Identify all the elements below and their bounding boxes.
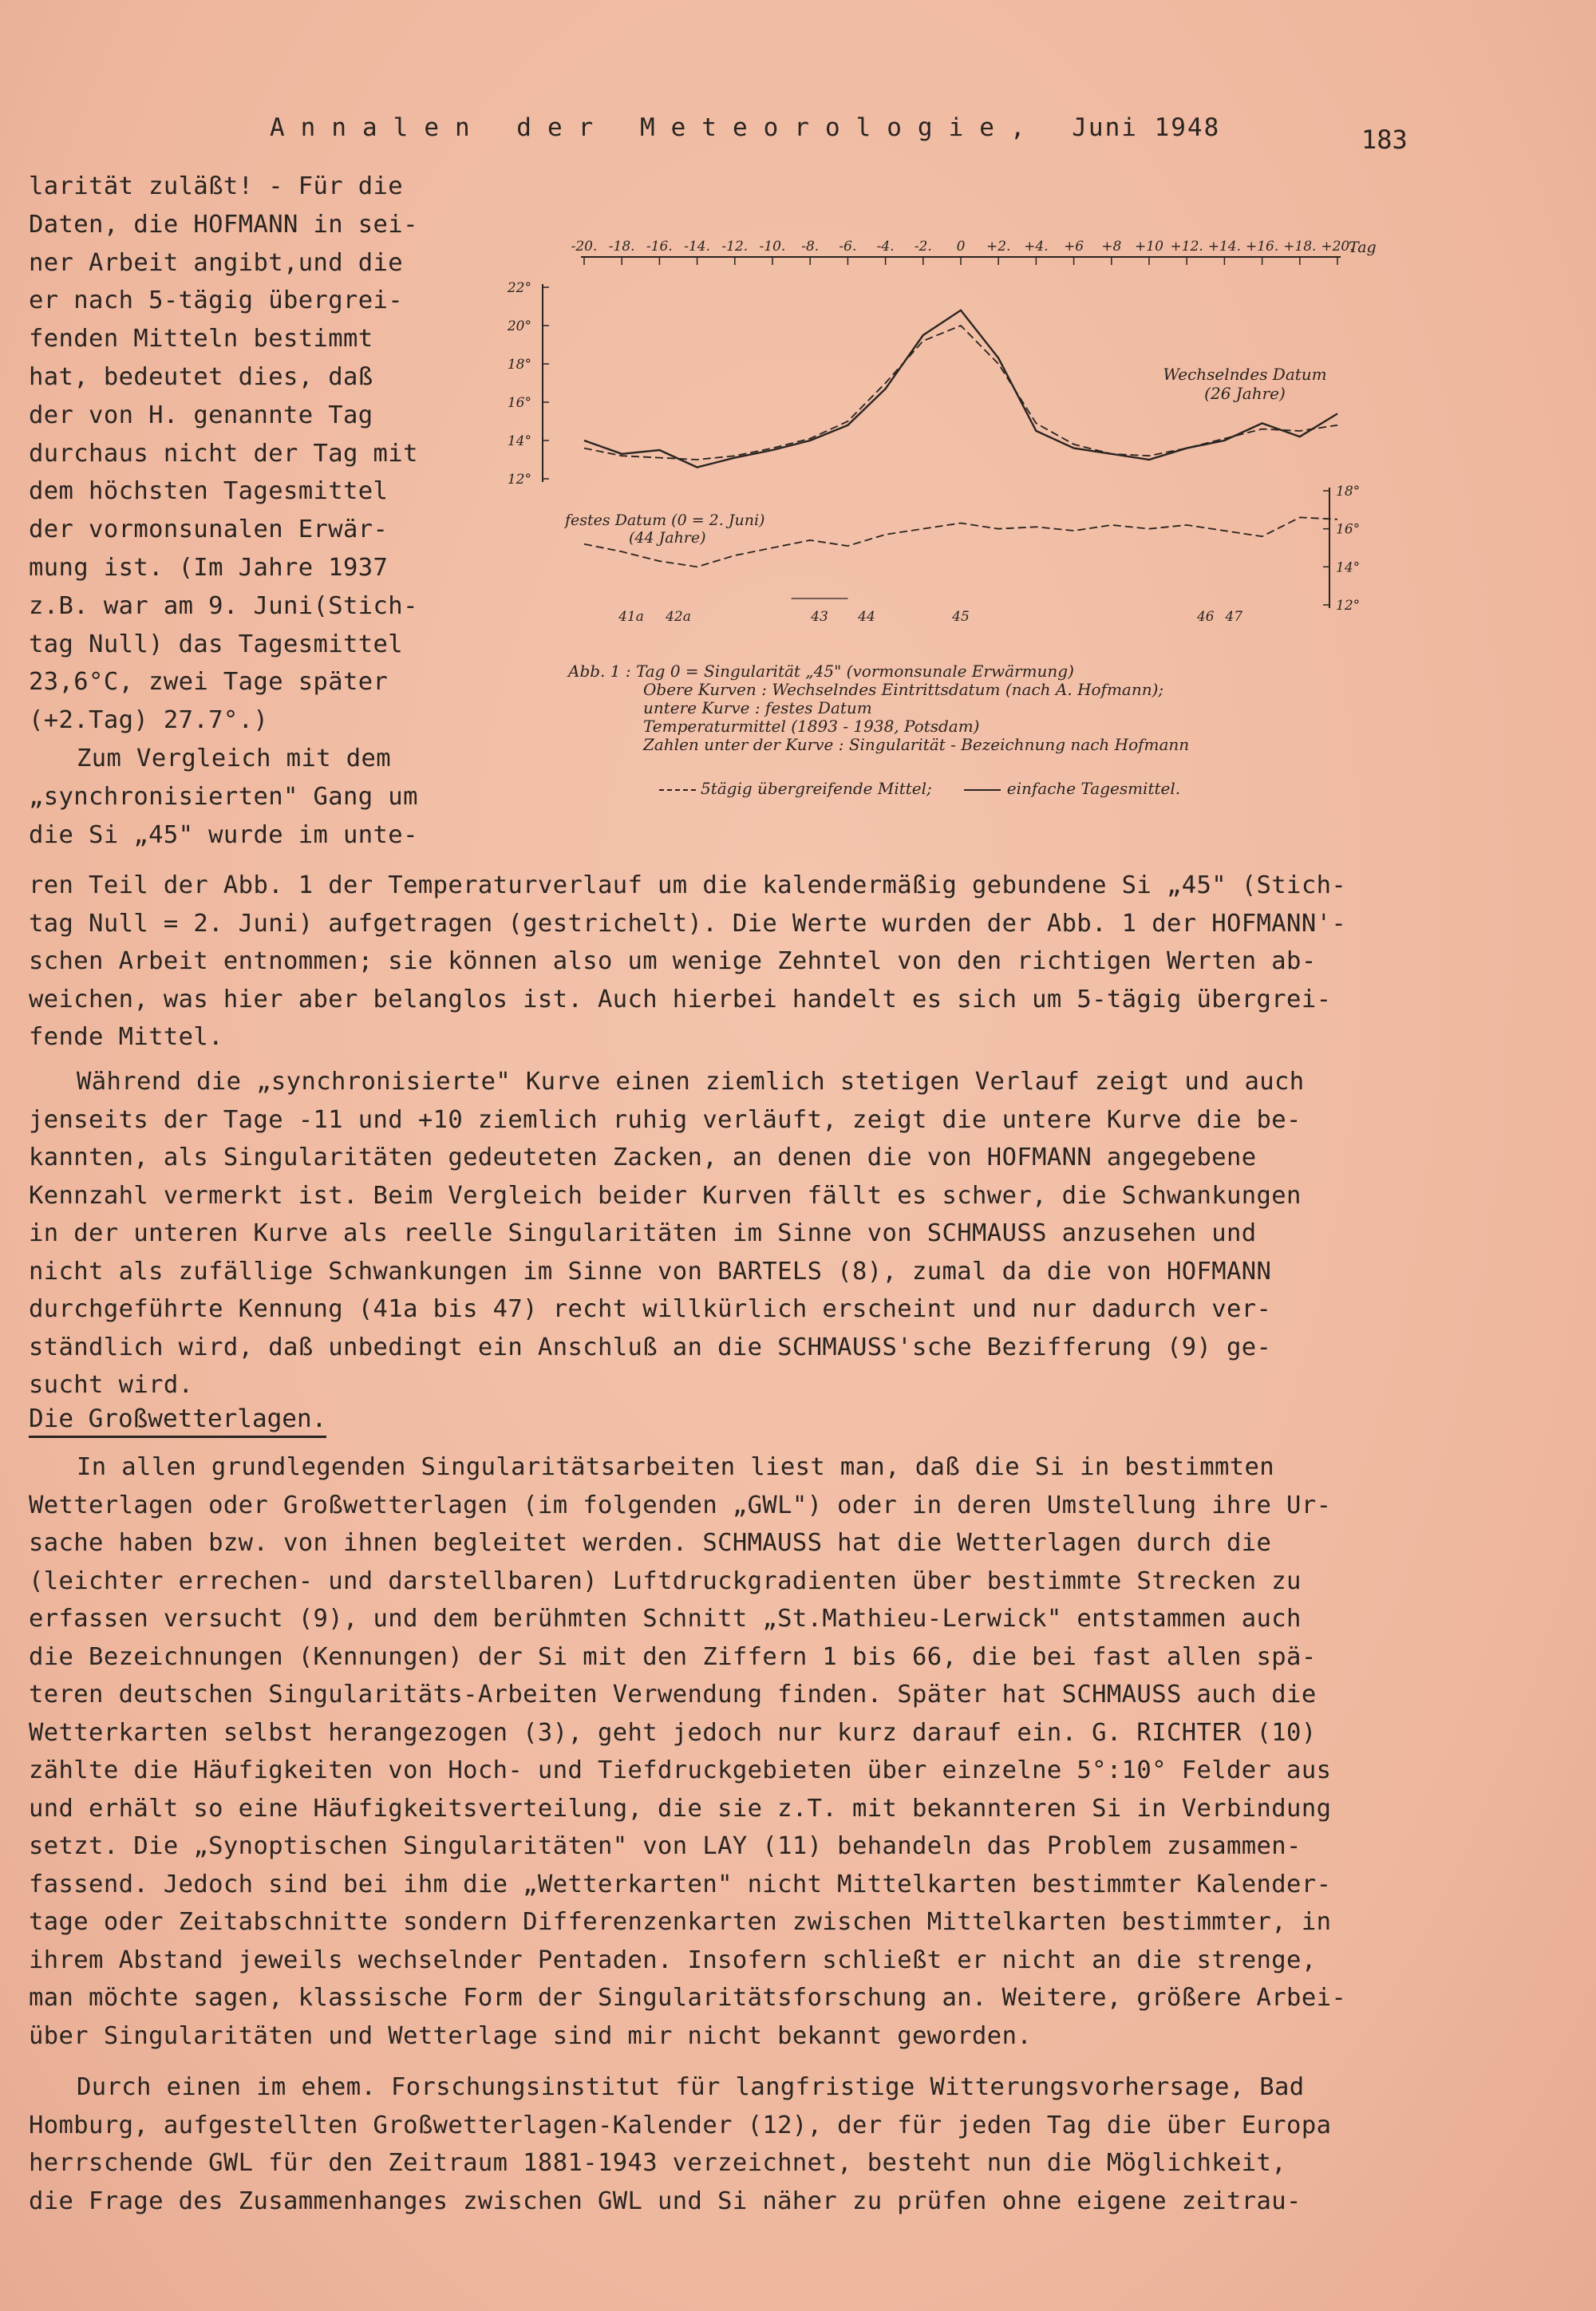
text-line: Wetterlagen oder Großwetterlagen (im folgenden „GWL") oder in deren Umstellung ihre Ur-	[29, 1491, 1332, 1519]
text-line: in der unteren Kurve als reelle Singularitäten im Sinne von SCHMAUSS anzusehen und	[29, 1219, 1257, 1247]
upper-y-tick-label: 18°	[507, 357, 531, 373]
text-line: mung ist. (Im Jahre 1937	[29, 554, 389, 582]
legend-solid-swatch	[964, 789, 1001, 791]
singularity-label: 42a	[666, 609, 691, 625]
text-line: zählte die Häufigkeiten von Hoch- und Tiefdruckgebieten über einzelne 5°:10° Felder aus	[29, 1756, 1332, 1784]
day-tick-label: -16.	[646, 239, 673, 255]
day-tick-label: -4.	[876, 239, 895, 255]
upper-y-tick-label: 14°	[507, 433, 531, 449]
text-line: fenden Mitteln bestimmt	[29, 325, 373, 354]
issue-date: Juni 1948	[1072, 113, 1221, 142]
day-tick-label: -20.	[571, 239, 598, 255]
legend-dashed-label: 5tägig übergreifende Mittel;	[701, 779, 932, 798]
text-line: die Bezeichnungen (Kennungen) der Si mit den Ziffern 1 bis 66, die bei fast allen spä-	[29, 1642, 1317, 1671]
singularity-label: 46	[1196, 609, 1215, 625]
running-header	[270, 113, 1220, 142]
text-line: kannten, als Singularitäten gedeuteten Zacken, an denen die von HOFMANN angegebene	[29, 1144, 1257, 1171]
lower-y-tick-label: 18°	[1336, 484, 1361, 500]
text-line: der vormonsunalen Erwär-	[29, 516, 389, 544]
day-tick-label: -6.	[839, 239, 857, 255]
day-tick-label: +10	[1135, 239, 1163, 255]
lower-y-tick-label: 12°	[1336, 598, 1361, 614]
text-line: durchgeführte Kennung (41a bis 47) recht willkürlich erscheint und nur dadurch ver-	[29, 1295, 1272, 1323]
singularity-label: 43	[811, 609, 828, 625]
text-line: jenseits der Tage -11 und +10 ziemlich ruhig verläuft, zeigt die untere Kurve die be-	[29, 1105, 1302, 1134]
day-tick-label: +20.	[1321, 239, 1354, 255]
text-line: tage oder Zeitabschnitte sondern Differenzenkarten zwischen Mittelkarten bestimmter, in	[29, 1908, 1332, 1936]
text-line: Wetterkarten selbst herangezogen (3), geht jedoch nur kurz darauf ein. G. RICHTER (10)	[29, 1718, 1317, 1747]
text-line: tag Null = 2. Juni) aufgetragen (gestrichelt). Die Werte wurden der Abb. 1 der HOFMANN'-	[29, 909, 1347, 938]
text-line: fende Mittel.	[29, 1023, 223, 1051]
text-line: (leichter errechen- und darstellbaren) Luftdruckgradienten über bestimmte Strecken zu	[29, 1566, 1302, 1595]
text-line: hat, bedeutet dies, daß	[29, 363, 373, 391]
day-tick-label: -18.	[608, 239, 635, 255]
day-tick-label: -2.	[914, 239, 932, 255]
day-tick-label: -8.	[801, 239, 820, 255]
section-heading: Die Großwetterlagen.	[29, 1404, 326, 1438]
text-line: sucht wird.	[29, 1371, 194, 1399]
text-line: durchaus nicht der Tag mit	[29, 439, 418, 468]
text-line: man möchte sagen, klassische Form der Singularitätsforschung an. Weitere, größere Arbei-	[29, 1984, 1347, 2012]
singularity-label: 41a	[618, 609, 644, 625]
legend-dashed-swatch	[659, 789, 696, 791]
legend-solid-label: einfache Tagesmittel.	[1006, 779, 1181, 798]
text-line: über Singularitäten und Wetterlage sind mir nicht bekannt geworden.	[29, 2021, 1033, 2050]
text-line: der von H. genannte Tag	[29, 401, 373, 429]
text-line: Daten, die HOFMANN in sei-	[29, 210, 418, 239]
singularity-label: 47	[1225, 609, 1243, 625]
text-line: erfassen versucht (9), und dem berühmten Schnitt „St.Mathieu-Lerwick" entstammen auch	[29, 1605, 1302, 1633]
page-number: 183	[1361, 124, 1408, 155]
figure-labels	[563, 365, 1327, 625]
day-tick-label: +2.	[986, 239, 1011, 255]
lower-y-tick-label: 14°	[1336, 559, 1361, 576]
text-line: sache haben bzw. von ihnen begleitet werden. SCHMAUSS hat die Wetterlagen durch die	[29, 1529, 1272, 1557]
text-line: In allen grundlegenden Singularitätsarbeiten liest man, daß die Si in bestimmten	[77, 1453, 1275, 1481]
caption-line: Obere Kurven : Wechselndes Eintrittsdatum (nach A. Hofmann);	[643, 680, 1164, 699]
day-tick-label: +16.	[1245, 239, 1279, 255]
text-line: „synchronisierten" Gang um	[29, 782, 418, 811]
text-line: Durch einen im ehem. Forschungsinstitut für langfristige Witterungsvorhersage, Bad	[77, 2073, 1305, 2101]
caption-line: Temperaturmittel (1893 - 1938, Potsdam)	[643, 717, 980, 736]
upper-y-tick-label: 20°	[507, 318, 531, 334]
text-line: ren Teil der Abb. 1 der Temperaturverlauf um die kalendermäßig gebundene Si „45" (Stich-	[29, 871, 1347, 899]
upper-y-tick-label: 22°	[507, 280, 531, 296]
day-tick-label: +6	[1064, 239, 1084, 255]
figure-legend	[659, 780, 1180, 798]
day-tick-label: +4.	[1024, 239, 1049, 255]
text-line: Während die „synchronisierte" Kurve einen ziemlich stetigen Verlauf zeigt und auch	[77, 1068, 1305, 1096]
text-line: z.B. war am 9. Juni(Stich-	[29, 591, 418, 620]
caption-line: Zahlen unter der Kurve : Singularität - Bezeichnung nach Hofmann	[643, 735, 1190, 754]
lower-curve-label: festes Datum (0 = 2. Juni)	[565, 512, 765, 529]
text-line: die Si „45" wurde im unte-	[29, 820, 418, 849]
singularity-label: 45	[952, 609, 970, 625]
text-line: setzt. Die „Synoptischen Singularitäten" von LAY (11) behandeln das Problem zusammen-	[29, 1832, 1302, 1860]
day-tick-label: +12.	[1170, 239, 1203, 255]
text-line: tag Null) das Tagesmittel	[29, 630, 404, 658]
text-line: fassend. Jedoch sind bei ihm die „Wetterkarten" nicht Mittelkarten bestimmter Kalender-	[29, 1870, 1332, 1898]
text-line: ihrem Abstand jeweils wechselnder Pentaden. Insofern schließt er nicht an die strenge,	[29, 1946, 1317, 1974]
text-line: teren deutschen Singularitäts-Arbeiten Verwendung finden. Später hat SCHMAUSS auch die	[29, 1681, 1317, 1709]
figure-axes	[507, 239, 1377, 614]
text-line: und erhält so eine Häufigkeitsverteilung, die sie z.T. mit bekannteren Si in Verbindung	[29, 1794, 1332, 1823]
text-line: larität zuläßt! - Für die	[29, 172, 404, 200]
day-tick-label: -12.	[721, 239, 749, 255]
text-line: 23,6°C, zwei Tage später	[29, 668, 389, 697]
text-line: ner Arbeit angibt,und die	[29, 248, 404, 277]
lower-curve-label: (44 Jahre)	[629, 529, 706, 547]
caption-line: Abb. 1 : Tag 0 = Singularität „45" (vormonsunale Erwärmung)	[568, 662, 1074, 681]
upper-y-tick-label: 12°	[507, 472, 531, 488]
text-line: die Frage des Zusammenhanges zwischen GWL und Si näher zu prüfen ohne eigene zeitrau-	[29, 2187, 1302, 2215]
upper-y-tick-label: 16°	[507, 395, 531, 411]
text-line: (+2.Tag) 27.7°.)	[29, 706, 269, 735]
day-tick-label: +8	[1101, 239, 1122, 255]
text-line: ständlich wird, daß unbedingt ein Anschluß an die SCHMAUSS'sche Bezifferung (9) ge-	[29, 1333, 1272, 1361]
text-line: schen Arbeit entnommen; sie können also um wenige Zehntel von den richtigen Werten ab-	[29, 947, 1317, 975]
day-tick-label: -10.	[759, 239, 786, 255]
singularity-label: 44	[858, 609, 875, 625]
text-line: Zum Vergleich mit dem	[77, 745, 392, 772]
text-line: Kennzahl vermerkt ist. Beim Vergleich beider Kurven fällt es schwer, die Schwankungen	[29, 1181, 1302, 1210]
text-line: weichen, was hier aber belanglos ist. Auch hierbei handelt es sich um 5-tägig übergrei-	[29, 985, 1332, 1013]
text-line: dem höchsten Tagesmittel	[29, 477, 389, 506]
day-tick-label: -14.	[684, 239, 710, 255]
lower-y-tick-label: 16°	[1336, 521, 1361, 538]
caption-line: untere Kurve : festes Datum	[643, 698, 872, 717]
day-tick-label: +18.	[1283, 239, 1317, 255]
text-line: herrschende GWL für den Zeitraum 1881-1943 verzeichnet, besteht nun die Möglichkeit,	[29, 2149, 1287, 2177]
text-line: Homburg, aufgestellten Großwetterlagen-Kalender (12), der für jeden Tag die über Europa	[29, 2111, 1332, 2139]
text-line: er nach 5-tägig übergrei-	[29, 286, 404, 315]
text-line: nicht als zufällige Schwankungen im Sinne von BARTELS (8), zumal da die von HOFMANN	[29, 1257, 1272, 1286]
day-tick-label: 0	[956, 239, 966, 255]
day-tick-label: +14.	[1207, 239, 1242, 255]
upper-curve-label: (26 Jahre)	[1204, 384, 1286, 403]
journal-title: Annalen der Meteorologie,	[270, 113, 1041, 142]
upper-curve-label: Wechselndes Datum	[1163, 365, 1327, 384]
day-axis-unit: Tag	[1349, 239, 1377, 256]
